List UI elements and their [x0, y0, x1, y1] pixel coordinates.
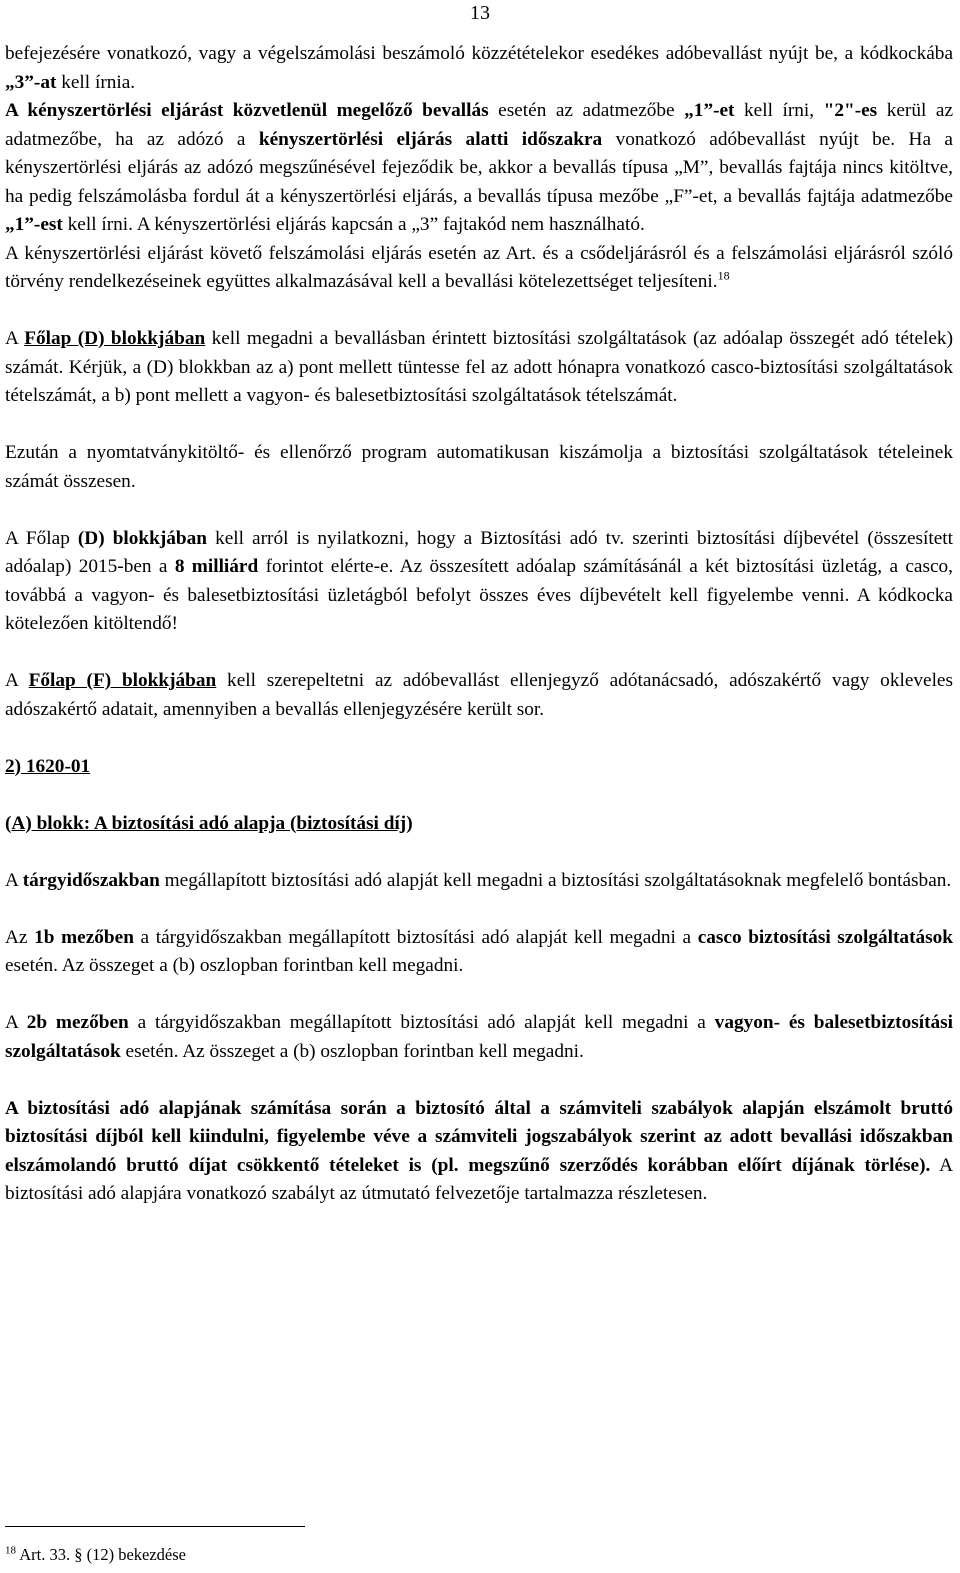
footnote: $^{18}$ Art. 33. § (12) bekezdése [5, 1544, 186, 1564]
footnote-separator [5, 1526, 305, 1527]
paragraph: A kényszertörlési eljárást követő felszámolási eljárás esetén az Art. és a csődeljárásról és a felszámolási eljárásról szóló törvény rendelkezéseinek együttes alkalmazásával kell a bevallási kötelezettséget teljesíteni.$^{18}$ [5, 242, 953, 292]
paragraph: A kényszertörlési eljárást közvetlenül megelőző bevallás esetén az adatmezőbe „1”-et kell írni, "2"-es kerül az adatmezőbe, ha az adózó a kényszertörlési eljárás alatti időszakra vonatkozó adóbevallást nyújt be. Ha a kényszertörlési eljárás az adózó megszűnésével fejeződik be, akkor a bevallás típusa „M”, bevallás fajtája nincs kitöltve, ha pedig felszámolásba fordul át a kényszertörlési eljárás, a bevallás típusa mezőbe „F”-et, a bevallás fajtája adatmezőbe „1”-est kell írni. A kényszertörlési eljárás kapcsán a „3” fajtakód nem használható. [5, 100, 954, 235]
paragraph: A tárgyidőszakban megállapított biztosítási adó alapját kell megadni a biztosítási szolgáltatásoknak megfelelő bontásban. [5, 869, 952, 891]
paragraph: A 2b mezőben a tárgyidőszakban megállapított biztosítási adó alapját kell megadni a vagyon- és balesetbiztosítási szolgáltatások esetén. Az összeget a (b) oszlopban forintban kell megadni. [5, 1012, 953, 1062]
footnote-ref: 18 [717, 268, 730, 283]
paragraph: befejezésére vonatkozó, vagy a végelszámolási beszámoló közzétételekor esedékes adóbevallást nyújt be, a kódkockába „3”-at kell írnia. [5, 43, 953, 93]
paragraph: Ezután a nyomtatványkitöltő- és ellenőrző program automatikusan kiszámolja a biztosítási szolgáltatások tételeinek számát összesen. [5, 442, 953, 492]
document-body [5, 40, 953, 1209]
paragraph: A Főlap (D) blokkjában kell megadni a bevallásban érintett biztosítási szolgáltatások (az adóalap összegét adó tételek) számát. Kérjük, a (D) blokkban az a) pont mellett tüntesse fel az adott hónapra vonatkozó casco-biztosítási szolgáltatások tételszámát, a b) pont mellett a vagyon- és balesetbiztosítási szolgáltatások tételszámát. [5, 328, 953, 406]
paragraph: Az 1b mezőben a tárgyidőszakban megállapított biztosítási adó alapját kell megadni a casco biztosítási szolgáltatások esetén. Az összeget a (b) oszlopban forintban kell megadni. [5, 926, 953, 976]
paragraph: A Főlap (F) blokkjában kell szerepeltetni az adóbevallást ellenjegyző adótanácsadó, adószakértő vagy okleveles adószakértő adatait, amennyiben a bevallás ellenjegyzésére került sor. [5, 670, 953, 720]
paragraph: A biztosítási adó alapjának számítása során a biztosító által a számviteli szabályok alapján elszámolt bruttó biztosítási díjból kell kiindulni, figyelembe véve a számviteli jogszabályok szerint az adott bevallási időszakban elszámolandó bruttó díjat csökkentő tételeket is (pl. megszűnő szerződés korábban előírt díjának törlése). A biztosítási adó alapjára vonatkozó szabályt az útmutató felvezetője tartalmazza részletesen. [5, 1097, 953, 1204]
section-heading: 2) 1620-01 [5, 755, 91, 777]
page-number: 13 [470, 2, 490, 24]
block-heading: (A) blokk: A biztosítási adó alapja (biztosítási díj) [5, 812, 413, 834]
paragraph: A Főlap (D) blokkjában kell arról is nyilatkozni, hogy a Biztosítási adó tv. szerinti biztosítási díjbevétel (összesített adóalap) 2015-ben a 8 milliárd forintot elérte-e. Az összesített adóalap számításánál a két biztosítási üzletág, a casco, továbbá a vagyon- és balesetbiztosítási üzletágból befolyt összes éves díjbevételt kell figyelembe venni. A kódkocka kötelezően kitöltendő! [5, 527, 953, 634]
